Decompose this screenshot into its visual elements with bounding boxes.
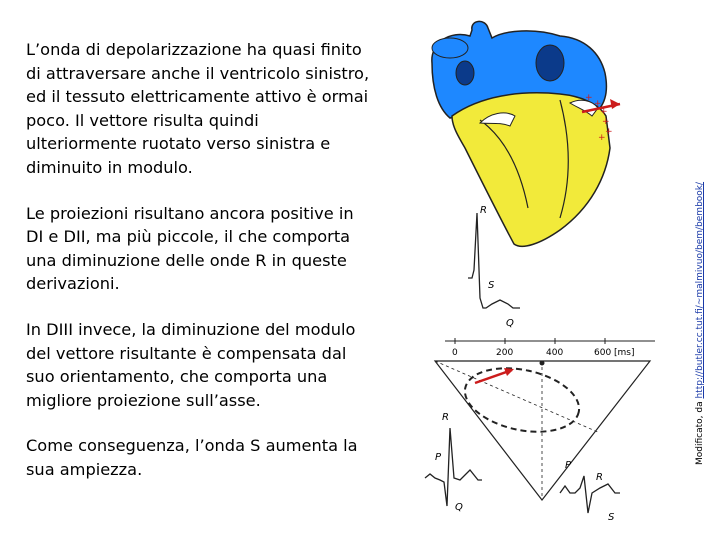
svg-text:+: +	[594, 99, 602, 109]
paragraph-conclusion: Come conseguenza, l’onda S aumenta la sua ampiezza.	[26, 436, 358, 479]
heart-ecg-figure	[410, 8, 710, 533]
tick-label-600: 600	[594, 348, 612, 358]
ecg-right-trace	[560, 476, 620, 513]
figure-svg	[410, 8, 710, 533]
right-atrium-hole	[456, 61, 474, 85]
axis-diii-line	[435, 361, 600, 433]
ecg-top-q-label: Q	[506, 318, 514, 329]
svg-text:+: +	[585, 93, 593, 103]
heart-illustration	[432, 21, 620, 246]
time-axis	[445, 338, 655, 358]
heart-vector-head	[610, 99, 620, 109]
paragraph-projections: Le proiezioni risultano ancora positive in DI e DII, ma più piccole, il che comporta una diminuzione delle onde R in queste derivazioni.	[26, 203, 354, 294]
ecg-left-q-label: Q	[455, 502, 463, 513]
explanation-text	[26, 38, 371, 504]
result-vector-head	[504, 368, 514, 376]
ecg-top-s-label: S	[488, 280, 495, 291]
credit-prefix: Modificato, da	[695, 398, 705, 465]
ecg-right	[560, 460, 620, 523]
left-ventricle	[452, 93, 610, 246]
svg-text:+: +	[598, 133, 606, 143]
vessel-top	[432, 38, 468, 58]
ecg-right-s-label: S	[608, 512, 615, 523]
paragraph-depolarization: L’onda di depolarizzazione ha quasi finito di attraversare anche il ventricolo sinistro, ed il tessuto elettricamente attivo è ormai poco. Il vettore risulta quindi ulteriormente ruotato verso sinistra e diminuito in modulo.	[26, 40, 370, 177]
tick-label-0: 0	[452, 348, 458, 358]
vector-loop	[459, 359, 585, 442]
svg-text:+: +	[600, 107, 608, 117]
ecg-left	[425, 412, 482, 513]
ecg-left-r-label: R	[442, 412, 449, 423]
tick-label-400: 400	[546, 348, 564, 358]
ecg-right-r-label: R	[596, 472, 603, 483]
left-atrium-hole	[536, 45, 564, 81]
einthoven-triangle	[435, 359, 650, 500]
svg-text:+: +	[605, 127, 613, 137]
svg-text:+: +	[602, 117, 610, 127]
paragraph-diii: In DIII invece, la diminuzione del modulo del vettore risultante è compensata dal suo orientamento, che comporta una migliore proiezione sull’asse.	[26, 319, 356, 410]
ecg-left-trace	[425, 428, 482, 506]
tick-label-200: 200	[496, 348, 514, 358]
ecg-top-r-label: R	[480, 205, 487, 216]
vector-origin	[540, 361, 545, 366]
ecg-right-p-label: P	[565, 460, 572, 471]
tick-label-ms: [ms]	[614, 348, 635, 358]
credit-link[interactable]: http://butler.cc.tut.fi/~malmivuo/bem/bembook/	[695, 181, 705, 399]
ecg-left-p-label: P	[435, 452, 442, 463]
triangle-outline	[435, 361, 650, 500]
